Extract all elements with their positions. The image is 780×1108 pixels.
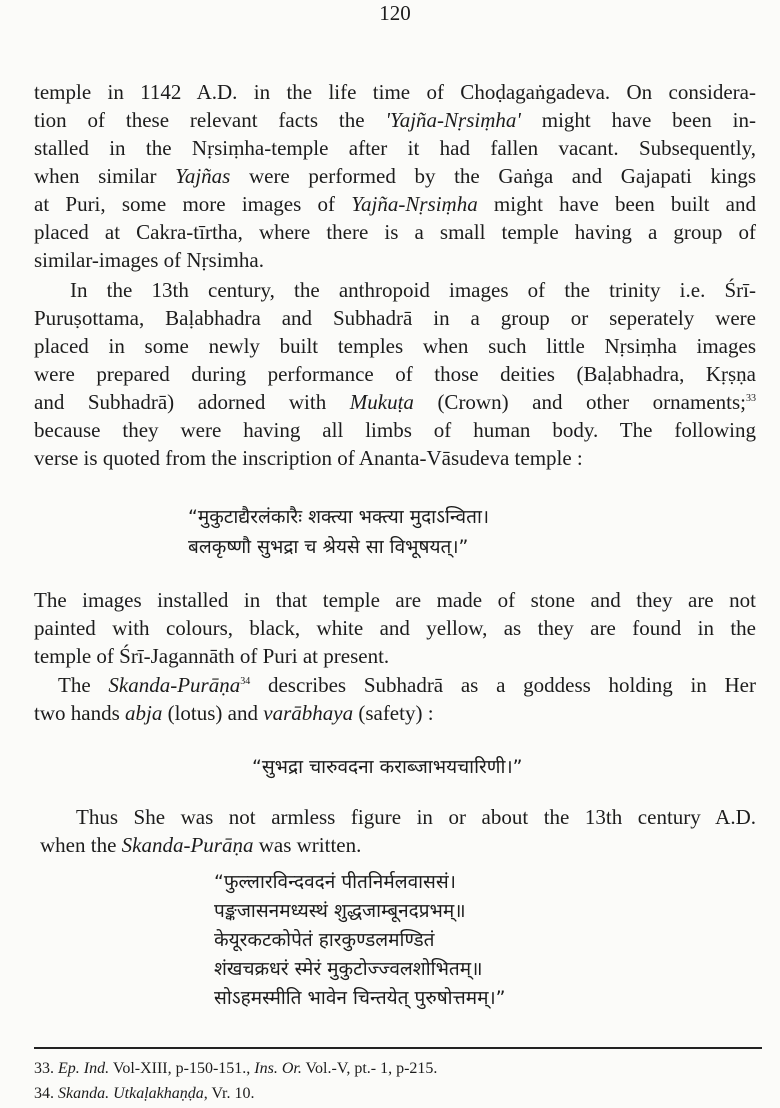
footnote <box>34 1058 437 1080</box>
text-line <box>58 671 756 699</box>
text-run: stalled in the Nṛsiṃha-temple after it had fallen vacant. Subsequently, <box>34 136 756 160</box>
text-line <box>34 699 434 727</box>
text-line <box>34 134 756 162</box>
sanskrit-verse-line <box>214 897 466 925</box>
text-run: were performed by the Gaṅga and Gajapati kings <box>230 164 756 188</box>
text-run: 34. <box>34 1085 58 1102</box>
text-line <box>34 444 583 472</box>
text-run: temple in 1142 A.D. in the life time of Choḍagaṅgadeva. On considera- <box>34 80 756 104</box>
text-run: placed in some newly built temples when such little Nṛsiṃha images <box>34 334 756 358</box>
italic-term: Mukuṭa <box>349 390 414 414</box>
footnote-reference[interactable]: 34 <box>240 676 251 687</box>
text-run: In the 13th century, the anthropoid images of the trinity i.e. Śrī- <box>70 278 756 302</box>
sanskrit-verse-line <box>214 984 506 1012</box>
text-line <box>34 388 756 416</box>
italic-term: varābhaya <box>263 701 354 725</box>
text-line <box>34 246 264 274</box>
text-line <box>70 276 756 304</box>
text-run: temple of Śrī-Jagannāth of Puri at present. <box>34 644 390 668</box>
page-number: 120 <box>379 1 411 25</box>
italic-term: Skanda-Purāṇa <box>108 673 241 697</box>
text-line <box>34 106 756 134</box>
text-run: Puruṣottama, Baḷabhadra and Subhadrā in a group or seperately were <box>34 306 756 330</box>
text-run: (Crown) and other ornaments; <box>413 390 746 414</box>
italic-term: Ins. Or. <box>254 1060 302 1077</box>
text-run: शंखचक्रधरं स्मेरं मुकुटोज्ज्वलशोभितम्॥ <box>214 958 483 980</box>
text-run: केयूरकटकोपेतं हारकुण्डलमण्डितं <box>214 929 435 951</box>
text-run: might have been built and <box>477 192 756 216</box>
text-run: at Puri, some more images of <box>34 192 352 216</box>
text-run: and Subhadrā) adorned with <box>34 390 350 414</box>
sanskrit-verse-line <box>188 503 489 531</box>
text-run: “फुल्लारविन्दवदनं पीतनिर्मलवाससं। <box>214 871 456 893</box>
text-run: , Vr. 10. <box>203 1085 255 1102</box>
sanskrit-verse-line <box>252 753 522 781</box>
footnote-divider <box>34 1047 762 1049</box>
text-run: describes Subhadrā as a goddess holding in Her <box>250 673 756 697</box>
sanskrit-verse-line <box>188 533 468 561</box>
text-line <box>34 586 756 614</box>
text-run: were prepared during performance of those deities (Baḷabhadra, Kṛṣṇa <box>34 362 756 386</box>
text-line <box>34 360 756 388</box>
italic-term: 'Yajña-Nṛsiṃha' <box>385 108 521 132</box>
italic-term: Skanda-Purāṇa <box>121 833 254 857</box>
text-run: might have been in- <box>520 108 756 132</box>
text-run: placed at Cakra-tīrtha, where there is a small temple having a group of <box>34 220 756 244</box>
text-line <box>34 642 389 670</box>
text-line <box>34 162 756 190</box>
text-run: बलकृष्णौ सुभद्रा च श्रेयसे सा विभूषयत्।” <box>188 536 469 558</box>
text-run: पङ्कजासनमध्यस्थं शुद्धजाम्बूनदप्रभम्॥ <box>214 900 466 922</box>
text-run: tion of these relevant facts the <box>34 108 386 132</box>
text-run: similar-images of Nṛsimha. <box>34 248 264 272</box>
text-run: (safety) : <box>353 701 434 725</box>
text-run: verse is quoted from the inscription of Ananta-Vāsudeva temple : <box>34 446 583 470</box>
sanskrit-verse-line <box>214 868 456 896</box>
text-run: Vol-XIII, p-150-151., <box>109 1060 255 1077</box>
text-run: सोऽहमस्मीति भावेन चिन्तयेत् पुरुषोत्तमम्।” <box>214 987 506 1009</box>
text-line <box>40 831 361 859</box>
text-run: when similar <box>34 164 176 188</box>
text-run: The <box>58 673 109 697</box>
text-run: Vol.-V, pt.- 1, p-215. <box>301 1060 438 1077</box>
text-run: was written. <box>253 833 362 857</box>
text-run: two hands <box>34 701 125 725</box>
text-line <box>76 803 756 831</box>
text-run: painted with colours, black, white and yellow, as they are found in the <box>34 616 756 640</box>
text-run: (lotus) and <box>162 701 264 725</box>
text-line <box>34 416 756 444</box>
sanskrit-verse-line <box>214 955 483 983</box>
italic-term: Ep. Ind. <box>58 1060 110 1077</box>
text-line <box>34 614 756 642</box>
italic-term: Yajña-Nṛsiṃha <box>351 192 478 216</box>
text-run: because they were having all limbs of human body. The following <box>34 418 756 442</box>
italic-term: Skanda. Utkaḷakhaṇḍa <box>58 1085 204 1102</box>
text-line <box>34 332 756 360</box>
text-line <box>34 190 756 218</box>
text-run: when the <box>40 833 122 857</box>
italic-term: Yajñas <box>175 164 231 188</box>
text-line <box>34 78 756 106</box>
text-run: “मुकुटाद्यैरलंकारैः शक्त्या भक्त्या मुदाऽन्विता। <box>188 506 490 528</box>
text-run: Thus She was not armless figure in or about the 13th century A.D. <box>76 805 756 829</box>
italic-term: abja <box>125 701 163 725</box>
footnote-reference[interactable]: 33 <box>746 393 756 404</box>
text-run: 33. <box>34 1060 58 1077</box>
footnote <box>34 1083 255 1105</box>
sanskrit-verse-line <box>214 926 434 954</box>
text-line <box>34 304 756 332</box>
text-line <box>34 218 756 246</box>
text-run: The images installed in that temple are made of stone and they are not <box>34 588 756 612</box>
text-run: “सुभद्रा चारुवदना कराब्जाभयचारिणी।” <box>252 756 523 778</box>
